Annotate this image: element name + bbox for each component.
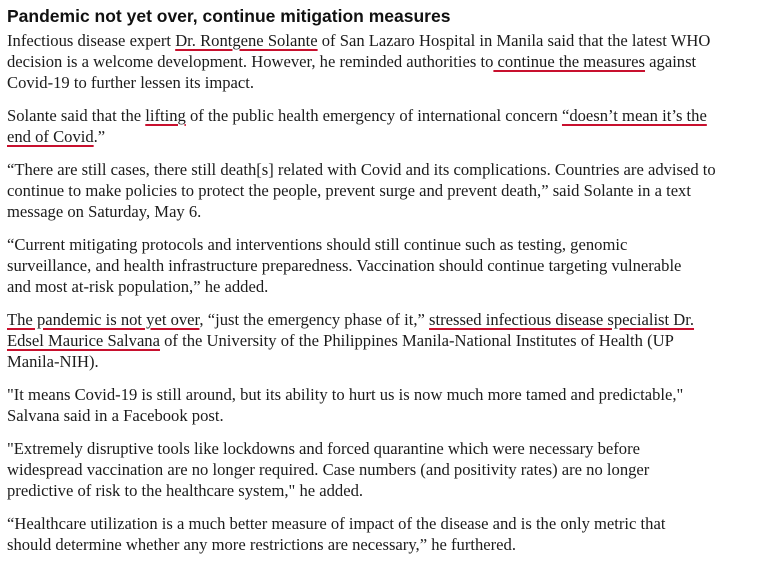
article-headline: Pandemic not yet over, continue mitigation measures <box>7 6 451 26</box>
text-line <box>7 105 772 126</box>
highlighted-text: The pandemic is not yet over <box>7 310 200 329</box>
text-line <box>7 330 772 351</box>
highlighted-text: Edsel Maurice Salvana <box>7 331 160 350</box>
text-line <box>7 309 772 330</box>
text-segment: , “just the emergency phase of it,” <box>199 310 430 329</box>
text-segment: of the public health emergency of international concern <box>185 106 562 125</box>
text-line: Covid-19 to further lessen its impact. <box>7 73 255 92</box>
text-line <box>7 30 772 51</box>
text-line <box>7 126 772 147</box>
text-segment: .” <box>93 127 106 146</box>
article <box>7 4 772 567</box>
text-line: Manila-NIH). <box>7 352 99 371</box>
text-segment: Solante said that the <box>7 106 146 125</box>
text-segment: against <box>645 52 697 71</box>
highlighted-text: continue the measures <box>493 52 646 71</box>
text-line: Salvana said in a Facebook post. <box>7 406 224 425</box>
highlighted-text: lifting <box>145 106 186 125</box>
text-line: should determine whether any more restrictions are necessary,” he furthered. <box>7 535 516 554</box>
text-line: predictive of risk to the healthcare system," he added. <box>7 481 364 500</box>
paragraph-1 <box>7 30 772 93</box>
paragraph-4 <box>7 234 772 297</box>
text-line: message on Saturday, May 6. <box>7 202 202 221</box>
text-line: "Extremely disruptive tools like lockdowns and forced quarantine which were necessary before <box>7 439 640 458</box>
text-segment: decision is a welcome development. However, he reminded authorities to <box>7 52 494 71</box>
paragraph-6 <box>7 384 772 426</box>
text-line: and most at-risk population,” he added. <box>7 277 269 296</box>
highlighted-text: Dr. Rontgene Solante <box>175 31 318 50</box>
text-line: continue to make policies to protect the people, prevent surge and prevent death,” said Solante in a text <box>7 181 691 200</box>
highlighted-text: stressed infectious disease specialist Dr. <box>429 310 695 329</box>
text-line: “Current mitigating protocols and interventions should still continue such as testing, genomic <box>7 235 628 254</box>
text-line: “There are still cases, there still death[s] related with Covid and its complications. Countries are advised to <box>7 160 716 179</box>
paragraph-3 <box>7 159 772 222</box>
text-line: surveillance, and health infrastructure preparedness. Vaccination should continue targeting vulnerable <box>7 256 682 275</box>
text-segment: of San Lazaro Hospital in Manila said that the latest WHO <box>317 31 711 50</box>
text-segment: of the University of the Philippines Manila-National Institutes of Health (UP <box>159 331 674 350</box>
paragraph-5 <box>7 309 772 372</box>
text-line: “Healthcare utilization is a much better measure of impact of the disease and is the only metric that <box>7 514 666 533</box>
paragraph-2 <box>7 105 772 147</box>
highlighted-text: end of Covid <box>7 127 94 146</box>
paragraph-7 <box>7 438 772 501</box>
text-segment: Infectious disease expert <box>7 31 176 50</box>
text-line: "It means Covid-19 is still around, but its ability to hurt us is now much more tamed and predictable," <box>7 385 684 404</box>
paragraph-8 <box>7 513 772 555</box>
text-line <box>7 51 772 72</box>
text-line: widespread vaccination are no longer required. Case numbers (and positivity rates) are no longer <box>7 460 650 479</box>
highlighted-text: “doesn’t mean it’s the <box>561 106 707 125</box>
